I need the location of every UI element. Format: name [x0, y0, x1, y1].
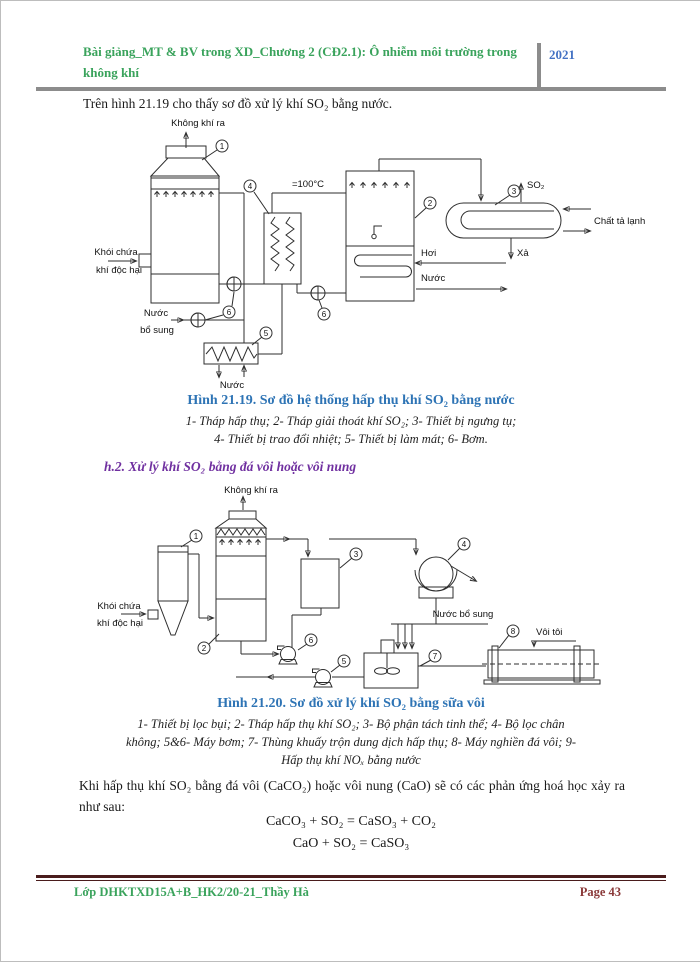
label-4 [244, 180, 269, 214]
condenser-3 [446, 180, 645, 259]
figure-21-20-diagram [86, 484, 666, 694]
header-title: Bài giảng_MT & BV trong XD_Chương 2 (CĐ2.1): Ô nhiễm môi trường trong không khí [83, 44, 517, 80]
mist-eliminator [217, 529, 265, 535]
makeup-water-line [391, 609, 493, 648]
footer-class-label: Lớp DHKTXD15A+B_HK2/20-21_Thầy Hà [74, 885, 309, 899]
air-out-label: Không khí ra [171, 118, 225, 129]
svg-text:1: 1 [219, 142, 225, 151]
spray-nozzles [155, 192, 214, 198]
footer-page-number: Page 43 [579, 885, 621, 899]
spray-nozzles [220, 540, 261, 546]
figure1-caption: Hình 21.19. Sơ đồ hệ thống hấp thụ khí SO₂ bằng nước [187, 393, 515, 408]
svg-text:7: 7 [432, 652, 438, 661]
gas-lines [266, 539, 416, 556]
figure2-legend-3: Hấp thụ khí NOₓ bằng nước [281, 753, 421, 767]
label-5 [252, 327, 272, 345]
gas-inlet-stub-2 [148, 610, 158, 619]
figure2-legend-2: không; 5&6- Máy bơm; 7- Thùng khuấy trộn dung dịch hấp thụ; 8- Máy nghiền đá vôi; 9- [126, 735, 576, 749]
drain-label: Xả [517, 248, 529, 259]
air-out-label: Không khí ra [224, 485, 278, 496]
packing-bed [216, 556, 266, 599]
absorber-tower-1 [94, 118, 228, 303]
dust-collector-1 [97, 530, 213, 635]
figure1-legend-2: 4- Thiết bị trao đổi nhiệt; 5- Thiết bị làm mát; 6- Bơm. [214, 432, 488, 446]
condenser-u-tube [461, 211, 554, 229]
figure2-legend-1: 1- Thiết bị lọc bụi; 2- Tháp hấp thụ khí SO₂; 3- Bộ phận tách tinh thể; 4- Bộ lọc chân [137, 717, 565, 731]
svg-text:3: 3 [511, 187, 517, 196]
header-year: 2021 [549, 47, 575, 62]
svg-text:4: 4 [461, 540, 467, 549]
steam-coil [355, 255, 413, 277]
label-8 [499, 625, 519, 648]
label-2 [198, 634, 219, 654]
pump-6 [278, 634, 318, 664]
makeup-water-label [140, 308, 174, 336]
header-rule [36, 87, 666, 91]
temperature-label: =100°C [291, 179, 325, 190]
figure2-caption: Hình 21.20. Sơ đồ xử lý khí SO₂ bằng sữa vôi [217, 696, 485, 711]
label-7 [420, 650, 441, 666]
agitator-motor [381, 640, 394, 653]
svg-text:3: 3 [353, 550, 359, 559]
mixing-tank-7 [364, 640, 441, 688]
figure1-legend-1: 1- Tháp hấp thụ; 2- Tháp giải thoát khí SO₂; 3- Thiết bị ngưng tụ; [185, 414, 517, 428]
cooling-water-label: Nước [219, 380, 245, 391]
equation-1: CaCO₃ + SO₂ = CaSO₃ + CO₂ [265, 814, 436, 829]
footer-rule [36, 875, 666, 881]
steam-label: Hơi [421, 248, 437, 259]
absorber-tower-2 [198, 485, 279, 654]
pump-5 [313, 655, 351, 687]
svg-text:2: 2 [427, 199, 433, 208]
water-label: Nước [421, 273, 446, 284]
svg-text:bổ sung: bổ sung [140, 325, 174, 336]
equation-2: CaO + SO₂ = CaSO₃ [292, 836, 410, 851]
svg-text:2: 2 [201, 644, 207, 653]
section-heading: h.2. Xử lý khí SO₂ bằng đá vôi hoặc vôi nung [104, 459, 357, 474]
makeup-water-label: Nước bổ sung [432, 609, 494, 620]
so2-label: SO₂ [527, 180, 545, 191]
smoke-label-2: khí độc hại [97, 618, 143, 629]
svg-text:6: 6 [226, 308, 232, 317]
stripper-tower-2 [346, 159, 506, 301]
label-3 [340, 548, 362, 568]
intro-text: Trên hình 21.19 cho thấy sơ đồ xử lý khí SO₂ bằng nước. [83, 96, 393, 111]
svg-text:5: 5 [341, 657, 347, 666]
distributor [374, 226, 382, 234]
label-6 [298, 634, 317, 650]
label-2 [415, 197, 436, 218]
smoke-label-2: khí độc hại [96, 265, 142, 276]
svg-text:5: 5 [263, 329, 269, 338]
heat-exchanger-4 [244, 179, 324, 284]
body-paragraph: Khi hấp thụ khí SO₂ bằng đá vôi (CaCO₂) hoặc vôi nung (CaO) sẽ có các phản ứng hoá học xảy ra như sau: [79, 778, 625, 814]
filter-cradle [415, 570, 457, 591]
smoke-label-1: Khói chứa [97, 601, 141, 612]
header-divider-bar [537, 43, 541, 88]
svg-text:4: 4 [247, 182, 253, 191]
svg-text:8: 8 [510, 627, 516, 636]
svg-text:Nước: Nước [143, 308, 169, 319]
cooler-5 [204, 327, 272, 391]
lime-label: Vôi tôi [536, 627, 563, 638]
label-5 [331, 655, 350, 672]
svg-text:6: 6 [321, 310, 327, 319]
label-1 [181, 530, 202, 547]
demister-band [151, 178, 219, 189]
spray-nozzles-2 [350, 183, 410, 189]
label-6-shared [205, 292, 235, 320]
label-6-right [318, 300, 330, 320]
crystal-separator-3 [301, 548, 362, 608]
coolant-label: Chất tả lạnh [594, 216, 646, 227]
smoke-label-1: Khói chứa [94, 247, 138, 258]
svg-text:6: 6 [308, 636, 314, 645]
figure-21-19-diagram [86, 114, 666, 392]
label-3 [495, 185, 520, 205]
svg-text:1: 1 [193, 532, 199, 541]
label-4 [448, 538, 470, 560]
ball-mill-8 [418, 625, 600, 684]
